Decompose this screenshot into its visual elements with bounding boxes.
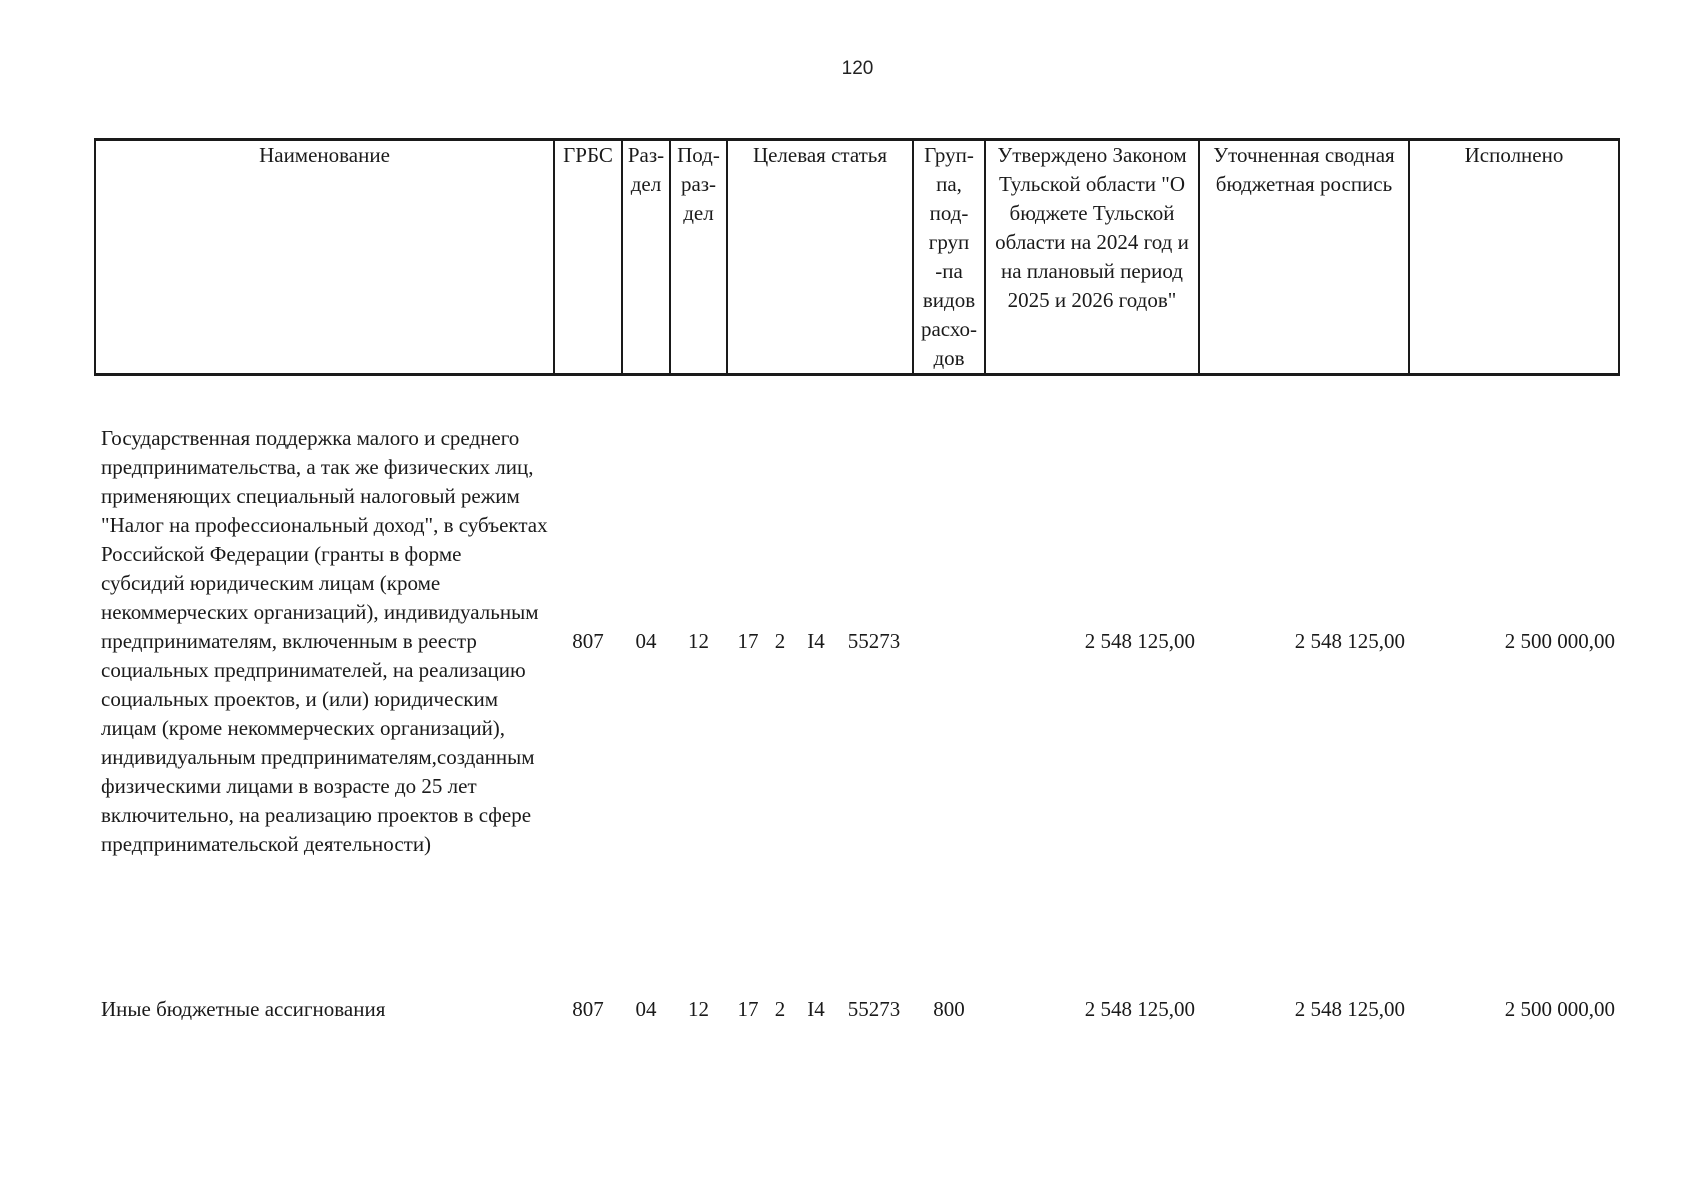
row-ispolneno: 2 500 000,00 <box>1504 628 1615 653</box>
header-utverzhdeno: Утверждено Законом Тульской области "О бюджете Тульской области на 2024 год и на плановый период 2025 и 2026 годов" <box>985 140 1199 375</box>
cs-program: 17 <box>737 628 759 653</box>
row-razdel: 04 <box>635 996 657 1021</box>
cs-direction: 55273 <box>847 628 901 653</box>
table-header <box>95 140 1619 375</box>
cs-direction: 55273 <box>847 996 901 1021</box>
row-grbs: 807 <box>572 628 604 653</box>
header-ispolneno: Исполнено <box>1409 140 1619 375</box>
row-ispolneno: 2 500 000,00 <box>1504 996 1615 1021</box>
header-grbs: ГРБС <box>554 140 622 375</box>
row-podrazdel: 12 <box>688 628 709 653</box>
cs-subprogram: 2 <box>774 628 786 653</box>
row-utochnennaya: 2 548 125,00 <box>1294 628 1405 653</box>
row-gruppa <box>913 375 985 907</box>
cs-project: I4 <box>807 628 825 653</box>
header-podrazdel: Под-раз-дел <box>670 140 727 375</box>
cs-subprogram: 2 <box>774 996 786 1021</box>
row-podrazdel: 12 <box>688 996 709 1021</box>
cs-project: I4 <box>807 996 825 1021</box>
row-name: Иные бюджетные ассигнования <box>101 996 386 1021</box>
header-razdel: Раз-дел <box>622 140 670 375</box>
row-utochnennaya: 2 548 125,00 <box>1294 996 1405 1021</box>
budget-table <box>94 138 1620 1064</box>
row-razdel: 04 <box>635 628 657 653</box>
cs-program: 17 <box>737 996 759 1021</box>
header-name: Наименование <box>95 140 554 375</box>
header-utochnennaya-rospis: Уточненная сводная бюджетная роспись <box>1199 140 1409 375</box>
row-name: Государственная поддержка малого и среднего предпринимательства, а так же физических лиц, применяющих специальный налоговый режим "Налог на профессиональный доход", в субъектах Российской Федерации (гранты в форме субсидий юридическим лицам (кроме некоммерческих организаций), индивидуальным предпринимателям, включенным в реестр социальных предпринимателей, на реализацию социальных проектов, и (или) юридическим лицам (кроме некоммерческих организаций), индивидуальным предпринимателям,созданным физическими лицами в возрасте до 25 лет включительно, на реализацию проектов в сфере предпринимательской деятельности) <box>101 425 548 856</box>
row-utverzhdeno: 2 548 125,00 <box>1084 996 1195 1021</box>
header-celevaya-statya: Целевая статья <box>727 140 913 375</box>
table-row <box>95 954 1619 1064</box>
row-gruppa: 800 <box>933 996 965 1021</box>
page-number: 120 <box>841 58 874 79</box>
table-row <box>95 375 1619 907</box>
row-celevaya-statya <box>727 954 913 1064</box>
row-utverzhdeno: 2 548 125,00 <box>1084 628 1195 653</box>
row-grbs: 807 <box>572 996 604 1021</box>
row-spacer <box>95 906 1619 954</box>
header-gruppa-vidov-rashodov: Груп-па, под-груп -па видов расхо-дов <box>913 140 985 375</box>
row-celevaya-statya <box>727 375 913 907</box>
